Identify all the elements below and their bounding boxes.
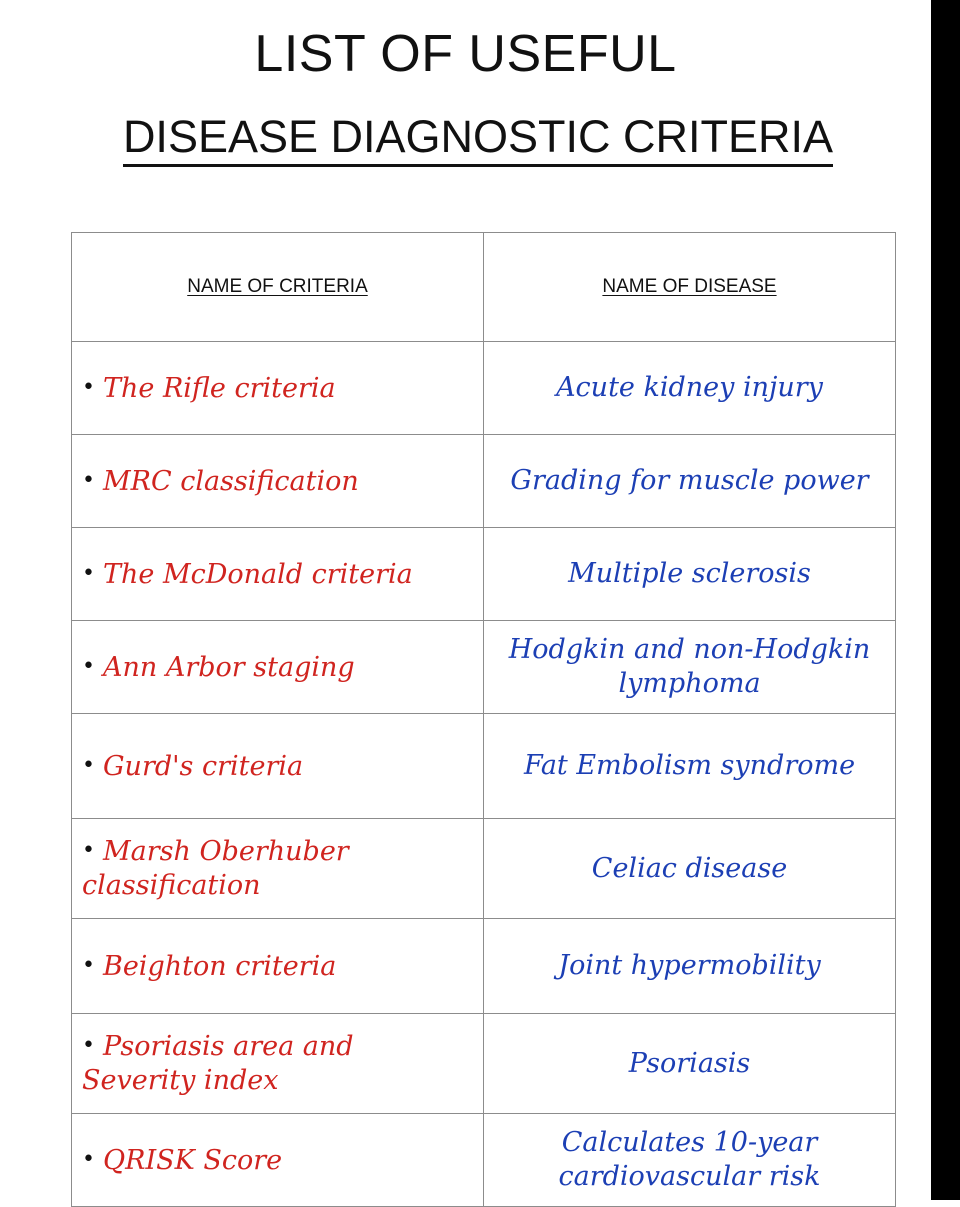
- criteria-cell: [72, 714, 484, 819]
- table-row: [72, 1014, 896, 1114]
- criteria-cell: [72, 528, 484, 621]
- table-row: [72, 528, 896, 621]
- table-row: [72, 435, 896, 528]
- criteria-cell: [72, 435, 484, 528]
- criteria-name: Psoriasis area and Severity index: [82, 1031, 354, 1096]
- page-subtitle: [0, 108, 956, 166]
- disease-cell: [484, 1014, 896, 1114]
- criteria-name: The McDonald criteria: [102, 558, 413, 590]
- table-row: [72, 819, 896, 919]
- bullet-icon: •: [82, 560, 95, 586]
- disease-cell: [484, 819, 896, 919]
- disease-name: Acute kidney injury: [556, 372, 823, 403]
- table-row: [72, 1114, 896, 1207]
- disease-name: Fat Embolism syndrome: [523, 750, 856, 781]
- disease-name: Joint hypermobility: [558, 950, 821, 981]
- table-row: [72, 714, 896, 819]
- disease-cell: [484, 342, 896, 435]
- bullet-icon: •: [82, 374, 95, 400]
- criteria-cell: [72, 1014, 484, 1114]
- criteria-table: [71, 232, 896, 1207]
- disease-name: Celiac disease: [591, 852, 788, 884]
- disease-cell: [484, 1114, 896, 1207]
- disease-name: Grading for muscle power: [510, 465, 869, 496]
- table-row: [72, 621, 896, 714]
- criteria-name: QRISK Score: [102, 1144, 283, 1176]
- criteria-cell: [72, 621, 484, 714]
- criteria-name: Gurd's criteria: [102, 750, 304, 782]
- table-row: [72, 919, 896, 1014]
- bullet-icon: •: [82, 467, 95, 493]
- disease-name: Calculates 10-year cardiovascular risk: [558, 1127, 821, 1192]
- page-subtitle-text: DISEASE DIAGNOSTIC CRITERIA: [123, 111, 833, 167]
- disease-name: Multiple sclerosis: [568, 558, 811, 589]
- disease-cell: [484, 528, 896, 621]
- criteria-name: Beighton criteria: [102, 950, 337, 982]
- criteria-column-header: NAME OF CRITERIA: [72, 233, 484, 342]
- criteria-cell: [72, 819, 484, 919]
- criteria-name: Ann Arbor staging: [102, 651, 355, 683]
- bullet-icon: •: [82, 838, 95, 863]
- criteria-cell: [72, 1114, 484, 1207]
- criteria-cell: [72, 342, 484, 435]
- criteria-name: Marsh Oberhuber classification: [82, 836, 349, 901]
- disease-name: Psoriasis: [628, 1047, 751, 1079]
- table-row: [72, 342, 896, 435]
- bullet-icon: •: [82, 1146, 95, 1172]
- disease-column-header: NAME OF DISEASE: [484, 233, 896, 342]
- bullet-icon: •: [82, 653, 95, 679]
- disease-cell: [484, 919, 896, 1014]
- disease-cell: [484, 621, 896, 714]
- disease-cell: [484, 435, 896, 528]
- bullet-icon: •: [82, 752, 95, 778]
- disease-cell: [484, 714, 896, 819]
- right-edge-border: [931, 0, 960, 1200]
- criteria-name: MRC classification: [102, 465, 359, 497]
- page-title: LIST OF USEFUL: [254, 25, 677, 83]
- bullet-icon: •: [82, 952, 95, 978]
- bullet-icon: •: [82, 1033, 95, 1058]
- criteria-name: The Rifle criteria: [102, 372, 336, 404]
- criteria-cell: [72, 919, 484, 1014]
- table-header-row: [72, 233, 896, 342]
- disease-name: Hodgkin and non-Hodgkin lymphoma: [508, 634, 871, 699]
